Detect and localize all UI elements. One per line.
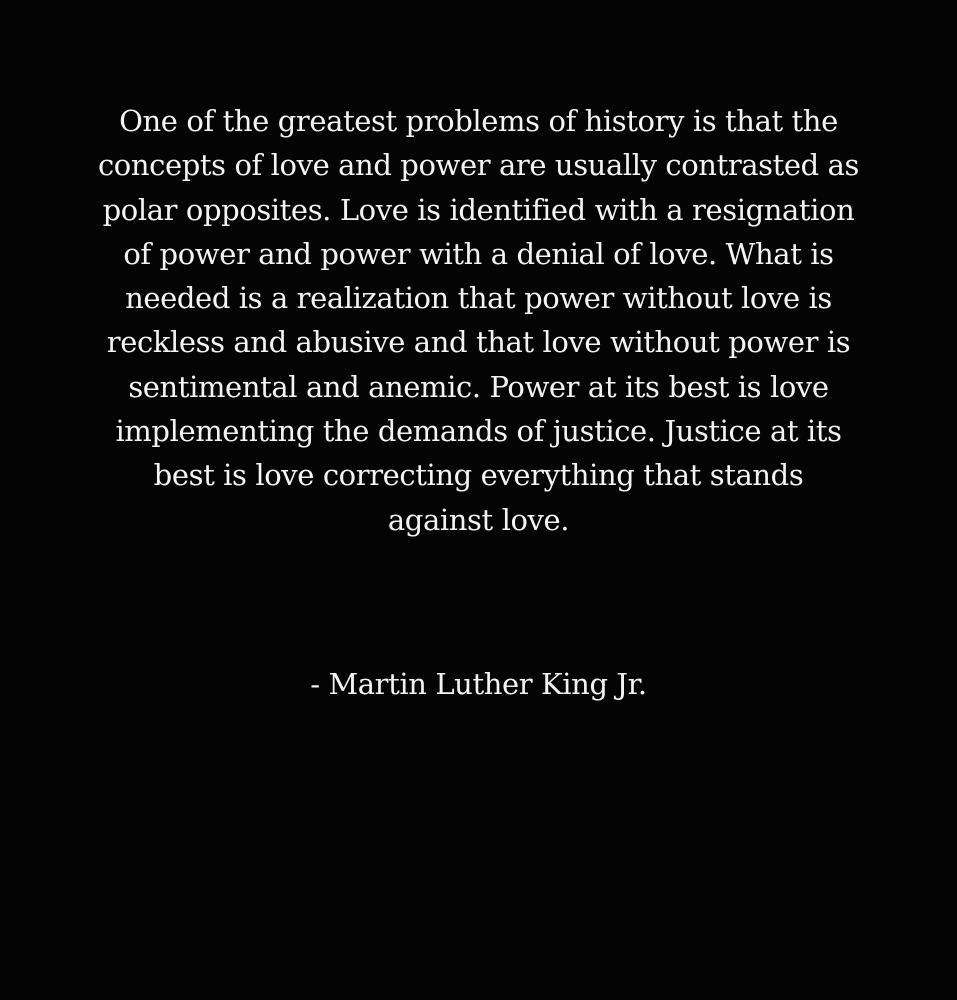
quote-line: best is love correcting everything that stands (153, 458, 804, 493)
quote-line: concepts of love and power are usually contrasted as (97, 148, 860, 183)
quote-attribution: - Martin Luther King Jr. (310, 667, 647, 701)
quote-line: implementing the demands of justice. Justice at its (115, 414, 842, 449)
quote-line: of power and power with a denial of love. What is (123, 236, 834, 271)
quote-line: against love. (387, 502, 570, 537)
quote-line: One of the greatest problems of history is that the (119, 104, 838, 138)
quote-line: needed is a realization that power without love is (125, 281, 832, 316)
quote-line: sentimental and anemic. Power at its best is love (128, 369, 829, 404)
quote-line: reckless and abusive and that love without power is (106, 325, 851, 360)
quote-line: polar opposites. Love is identified with a resignation (102, 192, 855, 227)
quote-text (0, 99, 957, 542)
